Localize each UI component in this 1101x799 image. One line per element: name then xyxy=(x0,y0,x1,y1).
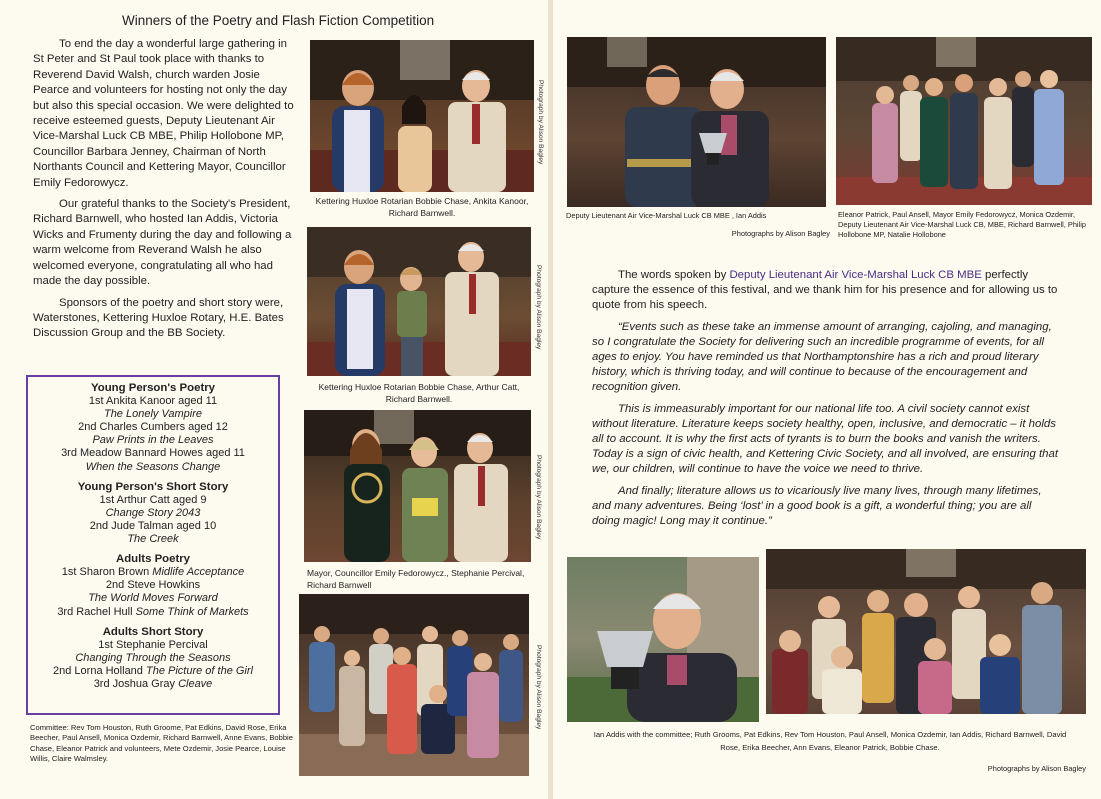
winner-title: The World Moves Forward xyxy=(88,592,218,605)
winners-box xyxy=(26,375,280,715)
winner-title: Paw Prints in the Leaves xyxy=(92,434,214,447)
speech-quote: “Events such as these take an immense amount of arranging, cajoling, and managing, so I congratulate the Society for delivering such an incredible programme of events, for all ages to enjoy. You have reminded us that Northamptonshire has a rich and proud literary history, which is thriving today, and will continue to because of the encouragement and recognition given. xyxy=(592,320,1052,394)
winner-title: Some Think of Markets xyxy=(135,605,249,618)
photo-credit: Photograph by Alison Bagley xyxy=(535,265,542,350)
category-heading: Young Person's Short Story xyxy=(77,480,229,493)
photo-committee-group xyxy=(299,594,529,776)
photo-illustration xyxy=(567,37,826,207)
photo-credit: Photograph by Alison Bagley xyxy=(537,80,544,165)
winner-name: 3rd Rachel Hull xyxy=(57,605,136,618)
winner-line: 2nd Jude Talman aged 10 xyxy=(89,519,217,532)
winner-line xyxy=(28,606,278,619)
photo-bobbie-arthur-richard xyxy=(307,227,531,376)
photo-bobbie-ankita-richard xyxy=(310,40,534,192)
winner-line: 1st Arthur Catt aged 9 xyxy=(99,493,207,506)
photo-illustration xyxy=(304,410,531,562)
winner-line: 1st Ankita Kanoor aged 11 xyxy=(88,395,218,408)
photo-illustration xyxy=(307,227,531,376)
paragraph: Sponsors of the poetry and short story were, Waterstones, Kettering Huxloe Rotary, H.E. Bates Discussion Group and the BB Society. xyxy=(33,296,284,340)
photo-illustration xyxy=(567,557,759,722)
winner-title: Cleave xyxy=(178,677,213,690)
winner-title: Change Story 2043 xyxy=(105,506,201,519)
photo-credit: Photographs by Alison Bagley xyxy=(987,764,1086,773)
winner-line: 2nd Charles Cumbers aged 12 xyxy=(78,421,228,434)
young-story-winners xyxy=(28,481,278,546)
intro-text: perfectly capture the essence of this festival, and we thank him for his presence and for allowing us to quote from his speech. xyxy=(592,269,1058,312)
winner-line: 3rd Meadow Bannard Howes aged 11 xyxy=(61,447,245,460)
photo-luck-addis xyxy=(567,37,826,207)
paragraph: To end the day a wonderful large gathering in St Peter and St Paul took place with thanks to Reverend David Walsh, church warden Josie Pearce and volunteers for hosting not only the day but also this special occasion. We were delighted to receive esteemed guests, Deputy Lieutenant Air Vice-Marshal Luck CB MBE, Philip Hollobone MP, Councillor Barbara Jenney, Chairman of North Northants Council and Kettering Mayor, Councillor Emily Fedorowycz. xyxy=(33,38,294,189)
paragraph: Our grateful thanks to the Society's President, Richard Barnwell, who hosted Ian Addis, Victoria Wicks and Frumenty during the day and following a warm welcome from Reverand Walsh he also welcomed everyone, congratulating all who had made the day possible. xyxy=(33,198,292,288)
adult-story-winners xyxy=(28,626,278,691)
group-figures xyxy=(309,626,523,758)
speech-quote: This is immeasurably important for our national life too. A civil society cannot exist without literature. Literature keeps society healthy, open, inclusive, and democratic – it holds all to account. It is why the first acts of tyrants is to burn the books and vanish the writers. Today is a sign of civic health, and Kettering Civic Society, and all involved, are ensuring that we, our children, will continue to have the voice we need to thrive. xyxy=(592,402,1059,476)
photo-caption: Mayor, Councillor Emily Fedorowycz., Stephanie Percival, Richard Barnwell xyxy=(307,568,525,590)
photo-illustration xyxy=(766,549,1086,714)
winner-name: 2nd Lorna Holland xyxy=(53,664,146,677)
photo-ian-addis-committee xyxy=(766,549,1086,714)
photo-credit: Photographs by Alison Bagley xyxy=(731,229,830,238)
winner-name: 3rd Joshua Gray xyxy=(93,677,179,690)
speech-intro xyxy=(592,268,1062,314)
photo-ian-addis-trophy xyxy=(567,557,759,722)
category-heading: Adults Poetry xyxy=(115,553,191,566)
winner-name: 1st Sharon Brown xyxy=(61,566,153,579)
winner-line xyxy=(28,665,278,678)
committee-credits: Committee: Rev Tom Houston, Ruth Groome, Pat Edkins, David Rose, Erika Beecher, Paul Ansell, Monica Ozdemir, Richard Barnwell, Anne Evans, Bobbie Chase, Eleanor Patrick and volunteers, Mete Ozdemir, Josie Pearce, Louise Willis, Claire Walmsley. xyxy=(30,723,293,763)
winner-title: The Lonely Vampire xyxy=(103,408,203,421)
winner-line: 1st Stephanie Percival xyxy=(98,638,208,651)
speech-section xyxy=(592,268,1062,535)
photo-credit: Photograph by Alison Bagley xyxy=(535,455,542,540)
intro-text xyxy=(33,37,295,348)
photo-caption: Kettering Huxloe Rotarian Bobbie Chase, Ankita Kanoor, Richard Barnwell. xyxy=(315,196,529,218)
photo-caption: Kettering Huxloe Rotarian Bobbie Chase, Arthur Catt, Richard Barnwell. xyxy=(318,382,520,404)
intro-text: The words spoken by xyxy=(618,269,730,281)
winner-title: Midlife Acceptance xyxy=(152,566,245,579)
photo-caption: Deputy Lieutenant Air Vice-Marshal Luck CB MBE , Ian Addis xyxy=(566,211,767,220)
photo-illustration xyxy=(836,37,1092,205)
adult-poetry-winners xyxy=(28,553,278,618)
speech-quote: And finally; literature allows us to vicariously live many lives, through many lifetimes, and many adventures. Being ‘lost’ in a good book is a gift, a wonderful thing; you are all doing magic! Long may it continue.” xyxy=(592,484,1042,528)
photo-dignitaries-group xyxy=(836,37,1092,205)
winner-line xyxy=(28,566,278,579)
winner-title: The Picture of the Girl xyxy=(145,664,253,677)
photo-caption: Eleanor Patrick, Paul Ansell, Mayor Emily Fedorowycz, Monica Ozdemir, Deputy Lieutenant Air Vice-Marshal Luck CB, MBE, Richard Barnwell, Philip Hollobone MP, Natalie Hollobone xyxy=(838,210,1086,239)
page-title: Winners of the Poetry and Flash Fiction Competition xyxy=(122,13,435,28)
young-poetry-winners xyxy=(28,382,278,474)
photo-credit: Photograph by Alison Bagley xyxy=(535,645,542,730)
winner-title: When the Seasons Change xyxy=(85,460,221,473)
winner-line: 2nd Steve Howkins xyxy=(105,579,201,592)
winner-title: Changing Through the Seasons xyxy=(75,651,231,664)
winner-title: The Creek xyxy=(127,533,179,546)
photo-caption: Ian Addis with the committee; Ruth Grooms, Pat Edkins, Rev Tom Houston, Paul Ansell, Monica Ozdemir, Ian Addis, Richard Barnwell, David Rose, Erika Beecher, Ann Evans, Eleanor Patrick, Bobbie Chase. xyxy=(593,730,1067,752)
category-heading: Young Person's Poetry xyxy=(90,382,216,394)
photo-illustration xyxy=(310,40,534,192)
speaker-name: Deputy Lieutenant Air Vice-Marshal Luck CB MBE xyxy=(729,269,982,281)
photo-mayor-stephanie-richard xyxy=(304,410,531,562)
photo-illustration xyxy=(299,594,529,776)
winner-line xyxy=(28,678,278,691)
category-heading: Adults Short Story xyxy=(102,625,204,638)
